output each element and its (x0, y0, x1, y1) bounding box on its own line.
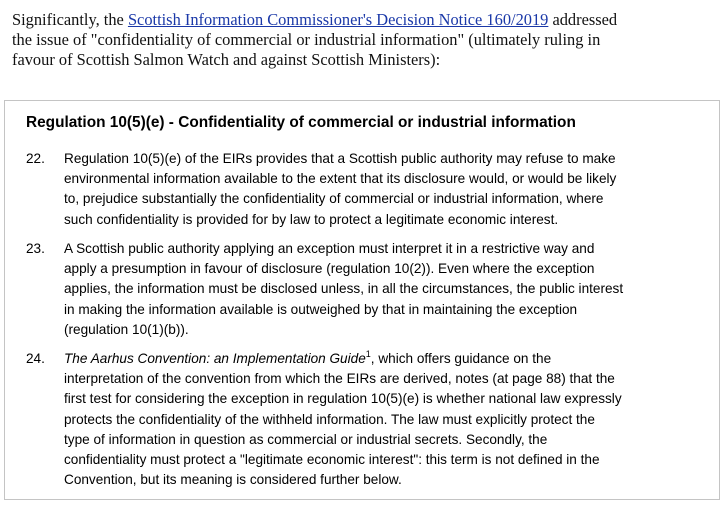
paragraph-first-line (64, 349, 706, 369)
intro-paragraph (12, 10, 712, 70)
paragraph-number: 22. (26, 151, 45, 166)
paragraph-text (64, 239, 706, 340)
paragraph-line: in making the information available is outweighed by that in maintaining the exception (64, 301, 578, 317)
paragraph-line: protects the confidentiality of the withheld information. The law must explicitly protect the (64, 411, 595, 427)
paragraph-line: such confidentiality is provided for by law to protect a legitimate economic interest. (64, 211, 559, 227)
paragraph-line: to, prejudice substantially the confidentiality of commercial or industrial information, where (64, 191, 604, 207)
paragraph-line: first test for considering the exception in regulation 10(5)(e) is whether national law expressly (64, 391, 622, 407)
paragraph-line: apply a presumption in favour of disclosure (regulation 10(2)). Even where the exception (64, 261, 595, 277)
decision-notice-link[interactable]: Scottish Information Commissioner's Decision Notice 160/2019 (127, 10, 549, 29)
paragraph-line: type of information in question as commercial or industrial secrets. Secondly, the (64, 431, 548, 447)
paragraph-23 (26, 239, 706, 340)
paragraph-22 (26, 149, 706, 230)
paragraph-line: A Scottish public authority applying an exception must interpret it in a restrictive way and (64, 241, 595, 256)
intro-line-3: favour of Scottish Salmon Watch and against Scottish Ministers): (12, 50, 441, 69)
paragraph-line: applies, the information must be disclosed unless, in all the circumstances, the public interest (64, 281, 624, 297)
paragraph-24 (26, 349, 706, 490)
paragraph-number: 24. (26, 351, 45, 366)
footnote-marker: 1 (365, 349, 371, 359)
regulation-heading: Regulation 10(5)(e) - Confidentiality of commercial or industrial information (26, 114, 576, 131)
paragraph-line: Regulation 10(5)(e) of the EIRs provides that a Scottish public authority may refuse to make (64, 151, 616, 166)
quoted-decision-excerpt (4, 100, 720, 500)
aarhus-guide-title: The Aarhus Convention: an Implementation Guide (64, 351, 366, 366)
paragraph-line: interpretation of the convention from which the EIRs are derived, notes (at page 88) that the (64, 371, 615, 387)
paragraph-line: Convention, but its meaning is considered further below. (64, 472, 402, 488)
paragraph-number: 23. (26, 241, 45, 256)
paragraph-line: environmental information available to the extent that its disclosure would, or would be likely (64, 171, 617, 187)
intro-line-2: the issue of "confidentiality of commercial or industrial information" (ultimately ruling in (12, 30, 601, 49)
intro-suffix: addressed (548, 10, 618, 29)
first-line-rest: , which offers guidance on the (370, 351, 552, 366)
intro-line-1 (12, 10, 712, 30)
paragraph-line: (regulation 10(1)(b)). (64, 321, 189, 337)
paragraph-line: confidentiality must protect a "legitimate economic interest": this term is not defined in the (64, 452, 600, 468)
intro-prefix: Significantly, the (12, 10, 128, 29)
paragraph-text (64, 349, 706, 490)
paragraph-text (64, 149, 706, 230)
